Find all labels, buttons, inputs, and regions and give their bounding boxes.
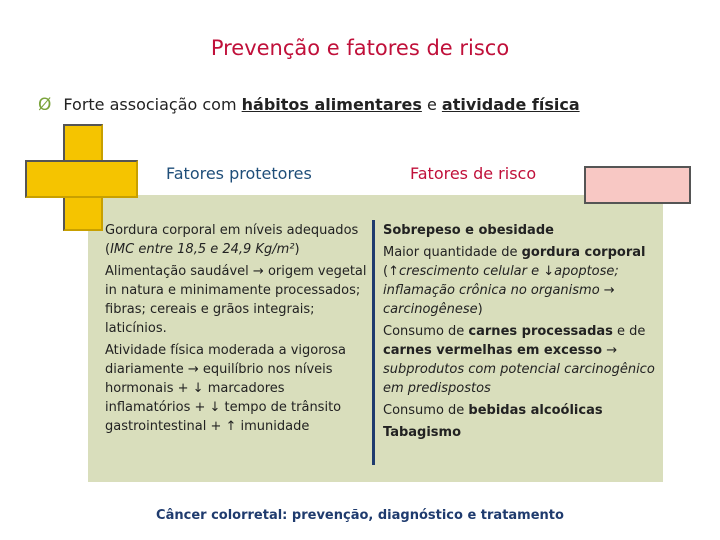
- protective-item-body-fat: [105, 221, 370, 259]
- slide-footer: Câncer colorretal: prevenção, diagnóstico e tratamento: [156, 508, 564, 523]
- risk-item-overweight: [383, 221, 658, 240]
- text-span: carnes vermelhas em excesso: [383, 343, 603, 358]
- text-span: ): [294, 242, 300, 257]
- text-span: carnes processadas: [468, 324, 613, 339]
- protective-item-diet: Alimentação saudável → origem vegetal in natura e minimamente processados; fibras; cereais e grãos integrais; laticínios.: [105, 264, 367, 336]
- text-span: ↑crescimento celular e ↓apoptose; inflamação crônica no organismo → carcinogênese: [383, 264, 619, 317]
- text-span: Consumo de: [383, 324, 469, 339]
- protective-item-activity: Atividade física moderada a vigorosa diariamente → equilíbrio nos níveis hormonais + ↓ marcadores inflamatórios + ↓ tempo de trânsito gastrointestinal + ↑ imunidade: [105, 343, 346, 434]
- risk-item-meat: [383, 322, 658, 398]
- text-span: subprodutos com potencial carcinogênico em predispostos: [383, 362, 655, 396]
- bullet-prefix: Forte associação com: [63, 95, 242, 114]
- slide-title: Prevenção e fatores de risco: [210, 36, 510, 60]
- minus-box-icon: [584, 166, 691, 204]
- plus-icon-center: [65, 162, 101, 196]
- risk-factors-list: [383, 221, 658, 445]
- bullet-term-diet: hábitos alimentares: [241, 95, 422, 114]
- risk-item-alcohol: [383, 401, 658, 420]
- text-span: IMC entre 18,5 e 24,9 Kg/m²: [110, 242, 295, 257]
- text-span: bebidas alcoólicas: [468, 403, 603, 418]
- header-protective-factors: Fatores protetores: [166, 164, 312, 183]
- risk-item-body-fat: [383, 243, 658, 319]
- text-span: Consumo de: [383, 403, 469, 418]
- header-risk-factors: Fatores de risco: [410, 164, 537, 183]
- bullet-item: [38, 95, 580, 115]
- text-span: Sobrepeso e obesidade: [383, 223, 554, 238]
- bullet-middle: e: [421, 95, 442, 114]
- text-span: Gordura corporal em níveis adequados (: [105, 223, 359, 257]
- text-span: Maior quantidade de: [383, 245, 522, 260]
- text-span: Tabagismo: [383, 425, 462, 440]
- risk-item-smoking: [383, 423, 658, 442]
- bullet-term-activity: atividade física: [441, 95, 580, 114]
- arrow-bullet-icon: Ø: [38, 95, 52, 115]
- text-span: (: [383, 264, 389, 279]
- column-divider: [372, 220, 375, 465]
- protective-factors-list: [105, 221, 370, 439]
- text-span: ): [477, 302, 483, 317]
- text-span: →: [602, 343, 618, 358]
- text-span: e de: [612, 324, 646, 339]
- text-span: gordura corporal: [521, 245, 646, 260]
